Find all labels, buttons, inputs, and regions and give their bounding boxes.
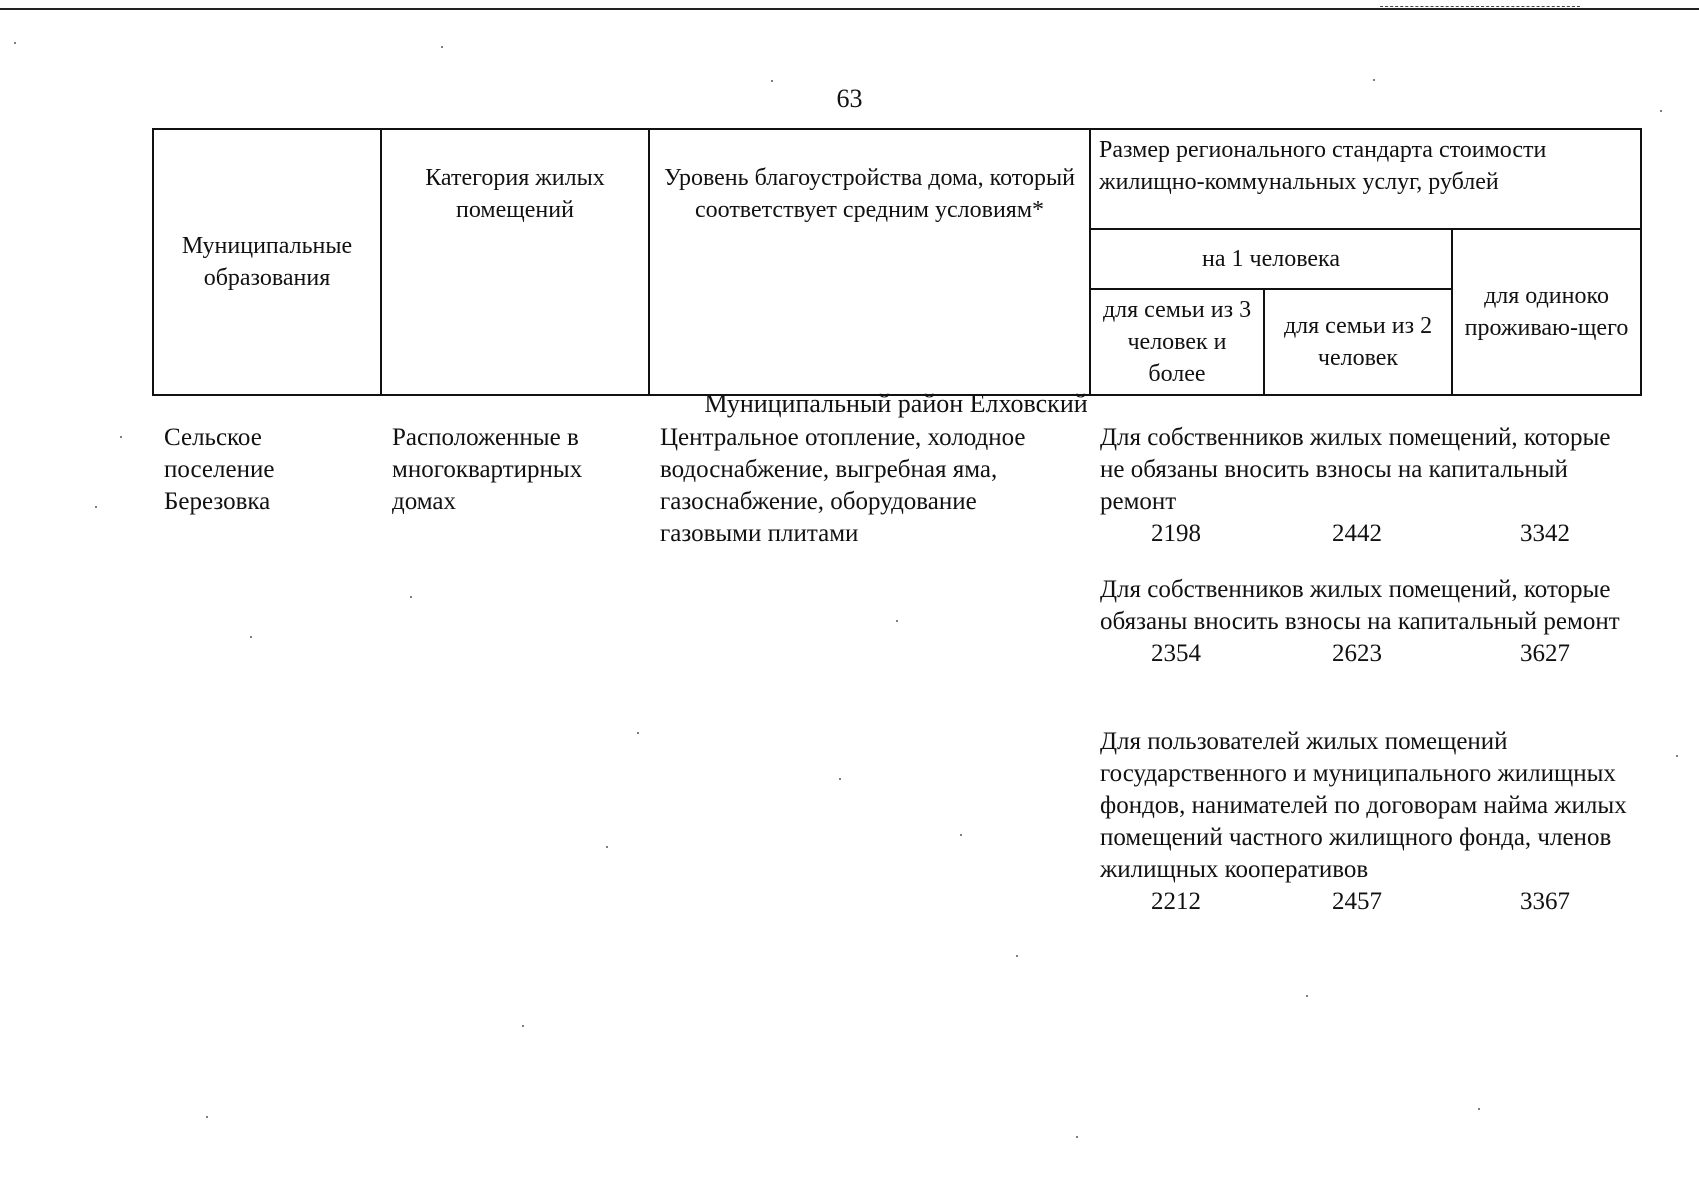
- scan-speck: [1076, 1136, 1078, 1138]
- value-single: 3367: [1520, 888, 1570, 915]
- group-owners-no-capital: [1100, 422, 1640, 550]
- group-tenants: [1100, 726, 1640, 918]
- scan-speck: [839, 778, 841, 780]
- value-family3: 2354: [1151, 640, 1201, 667]
- value-family3: 2198: [1151, 520, 1201, 547]
- header-level: Уровень благоустройства дома, который соответствует средним условиям*: [649, 129, 1090, 395]
- header-standard: Размер регионального стандарта стоимости жилищно-коммунальных услуг, рублей: [1090, 129, 1641, 229]
- municipal-name: Сельское поселение Березовка: [164, 424, 275, 515]
- scan-border-dashes: [1380, 6, 1580, 8]
- scan-speck: [441, 46, 443, 48]
- scan-speck: [1676, 755, 1678, 757]
- value-family3: 2212: [1151, 888, 1201, 915]
- housing-category: Расположенные в многоквартирных домах: [392, 424, 583, 515]
- scan-speck: [896, 620, 898, 622]
- scan-speck: [1306, 995, 1308, 997]
- value-family2: 2457: [1332, 888, 1382, 915]
- value-family2: 2623: [1332, 640, 1382, 667]
- header-table: [152, 128, 1642, 396]
- header-family3: для семьи из 3 человек и более: [1090, 289, 1264, 395]
- scan-speck: [95, 506, 97, 508]
- value-single: 3342: [1520, 520, 1570, 547]
- scan-speck: [206, 1116, 208, 1118]
- header-family2: для семьи из 2 человек: [1264, 289, 1452, 395]
- value-single: 3627: [1520, 640, 1570, 667]
- group-label: Для собственников жилых помещений, которые не обязаны вносить взносы на капитальный ремонт: [1100, 424, 1611, 515]
- group-label: Для собственников жилых помещений, которые обязаны вносить взносы на капитальный ремонт: [1100, 576, 1620, 635]
- scan-speck: [1660, 110, 1662, 112]
- scan-speck: [410, 596, 412, 598]
- group-owners-capital: [1100, 574, 1640, 670]
- header-municipal: Муниципальные образования: [153, 129, 381, 395]
- scan-speck: [1373, 79, 1375, 81]
- page-number: 63: [836, 84, 863, 113]
- scan-speck: [14, 42, 16, 44]
- amenities-level: Центральное отопление, холодное водоснабжение, выгребная яма, газоснабжение, оборудование газовыми плитами: [660, 424, 1026, 547]
- header-category: Категория жилых помещений: [381, 129, 649, 395]
- scan-speck: [1478, 1108, 1480, 1110]
- district-title: Муниципальный район Елховский: [704, 389, 1088, 418]
- scan-speck: [771, 80, 773, 82]
- value-family2: 2442: [1332, 520, 1382, 547]
- scan-speck: [1016, 955, 1018, 957]
- group-label: Для пользователей жилых помещений государственного и муниципального жилищных фондов, нанимателей по договорам найма жилых помещений частного жилищного фонда, членов жилищных кооперативов: [1100, 728, 1627, 883]
- scan-speck: [960, 834, 962, 836]
- scan-speck: [120, 436, 122, 438]
- scan-speck: [250, 636, 252, 638]
- scan-speck: [522, 1025, 524, 1027]
- header-single: для одиноко проживаю-щего: [1452, 229, 1641, 395]
- header-per-person: на 1 человека: [1090, 229, 1452, 289]
- scan-speck: [637, 732, 639, 734]
- scan-speck: [606, 846, 608, 848]
- scan-border-line: [0, 8, 1699, 10]
